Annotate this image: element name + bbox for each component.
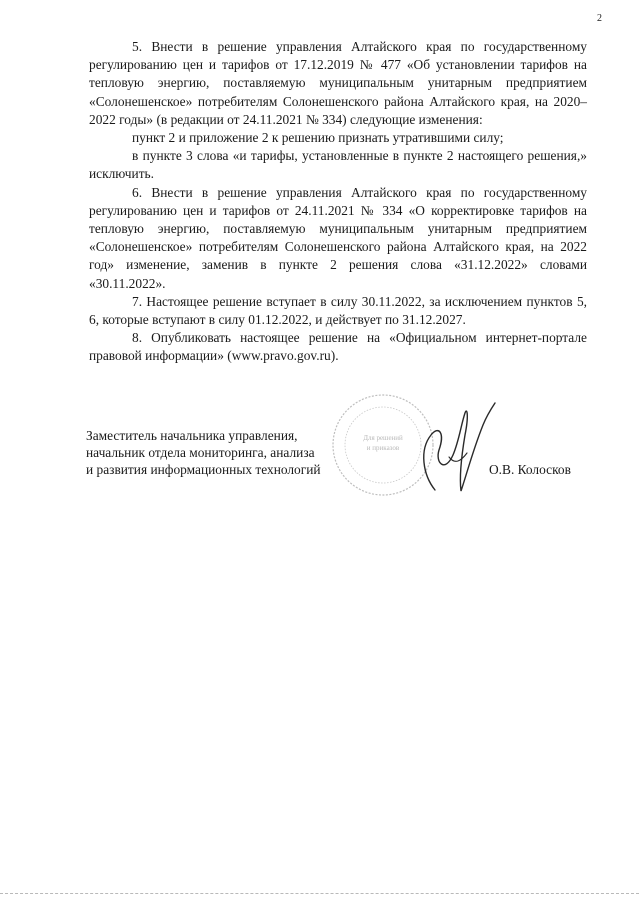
paragraph-item-7: 7. Настоящее решение вступает в силу 30.11.2022, за исключением пунктов 5, 6, которые вступают в силу 01.12.2022, и действует по 31.12.2027.	[89, 293, 587, 328]
svg-text:и приказов: и приказов	[366, 444, 400, 452]
page-number: 2	[597, 13, 602, 24]
document-body	[89, 38, 587, 366]
paragraph-item-5: 5. Внести в решение управления Алтайского края по государственному регулированию цен и тарифов от 17.12.2019 № 477 «Об установлении тарифов на тепловую энергию, поставляемую муниципальным унитарным предприятием «Солонешенское» потребителям Солонешенского района Алтайского края, на 2020–2022 годы» (в редакции от 24.11.2021 № 334) следующие изменения:	[89, 39, 587, 127]
paragraph-item-8: 8. Опубликовать настоящее решение на «Официальном интернет-портале правовой информации» (www.pravo.gov.ru).	[89, 330, 587, 364]
signature-block	[86, 427, 606, 487]
paragraph-item-6: 6. Внести в решение управления Алтайского края по государственному регулированию цен и тарифов от 24.11.2021 № 334 «О корректировке тарифов на тепловую энергию, поставляемую муниципальным унитарным предприятием «Солонешенское» потребителям Солонешенского района Алтайского края, на 2022 год» изменение, заменив в пункте 2 решения слова «31.12.2022» словами «30.11.2022».	[89, 184, 587, 291]
paragraph-subitem-1: пункт 2 и приложение 2 к решению признать утратившими силу;	[132, 130, 504, 146]
scan-edge-divider	[0, 893, 639, 894]
paragraph-subitem-2: в пункте 3 слова «и тарифы, установленные в пункте 2 настоящего решения,» исключить.	[89, 148, 587, 182]
signatory-title: Заместитель начальника управления, начальник отдела мониторинга, анализа и развития информационных технологий	[86, 428, 321, 477]
svg-text:Для решений: Для решений	[363, 434, 403, 442]
signatory-name: О.В. Колосков	[489, 462, 571, 477]
